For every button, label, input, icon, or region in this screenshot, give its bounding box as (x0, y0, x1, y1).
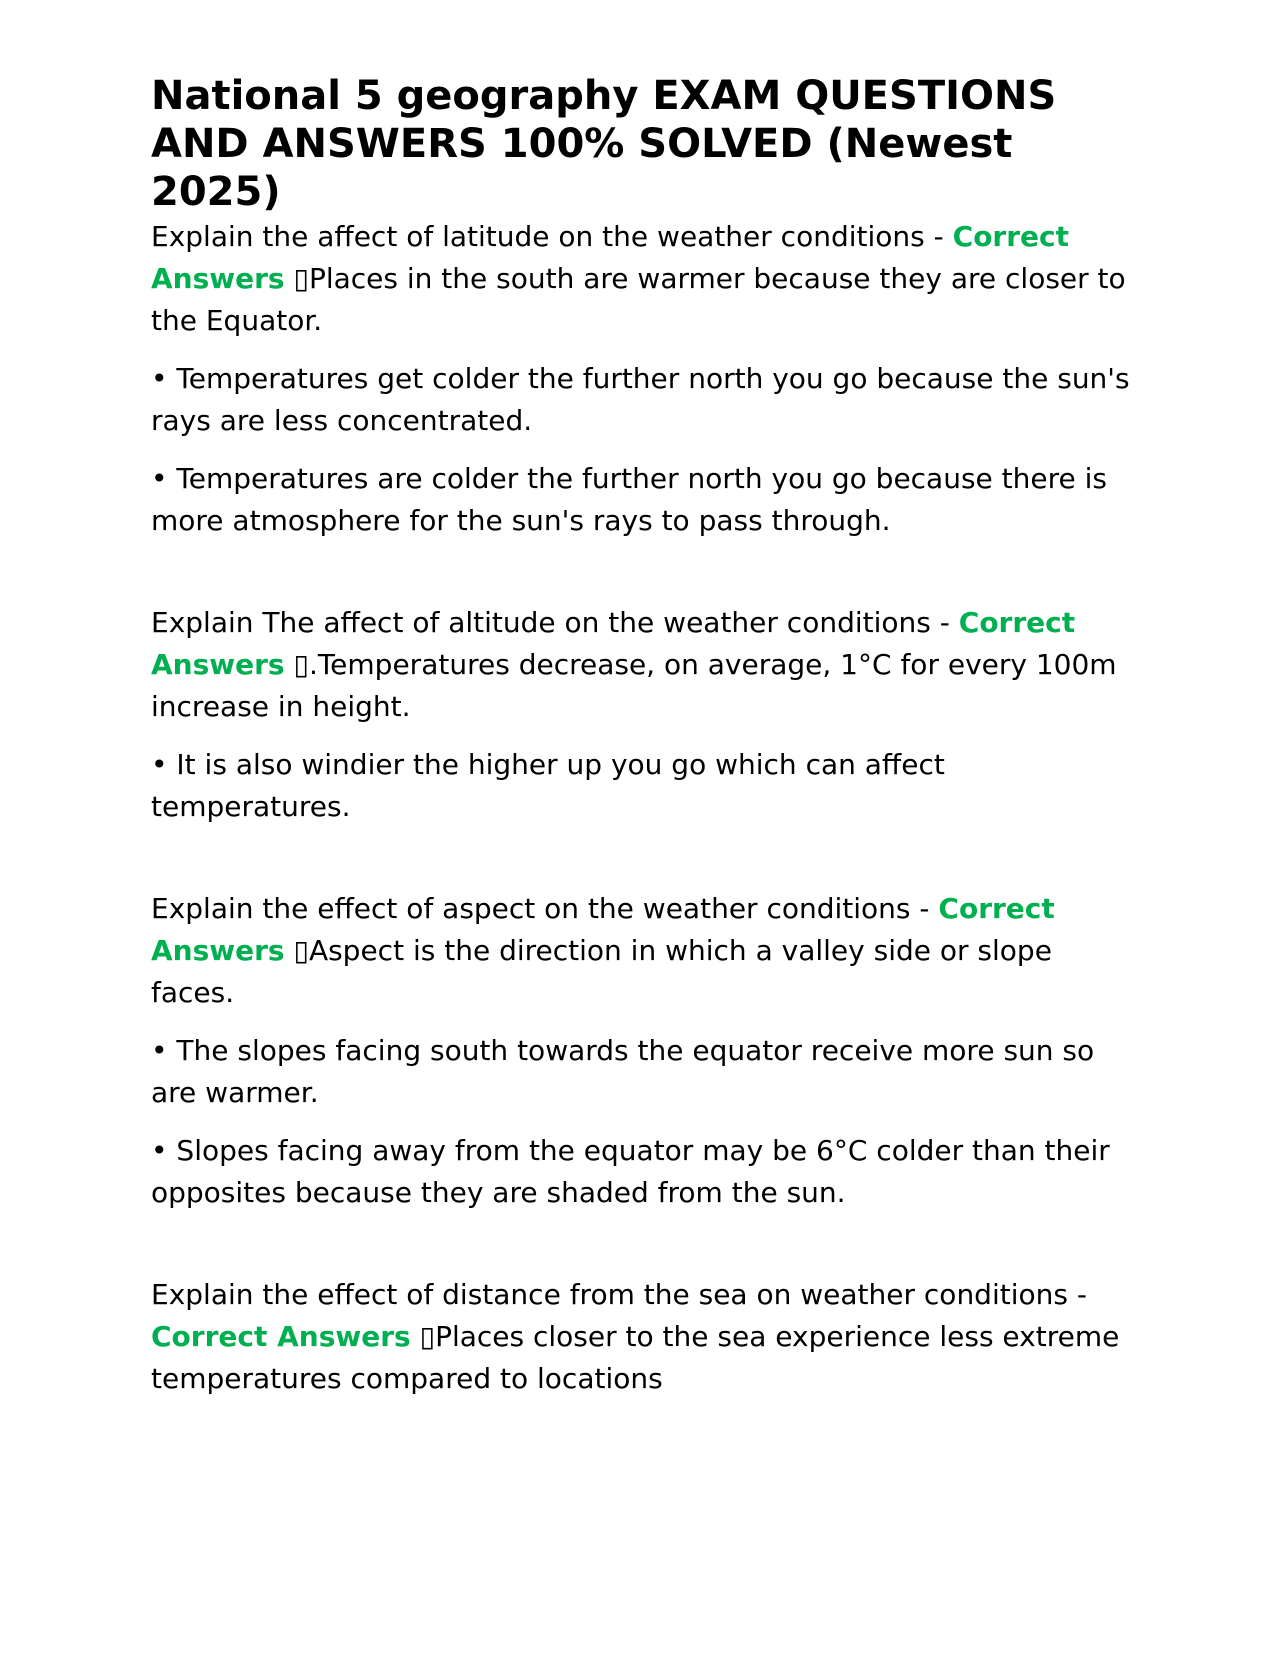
answer-bullet: • It is also windier the higher up you go which can affect temperatures. (151, 748, 945, 823)
correct-answers-label: Correct Answers (151, 606, 1076, 681)
answer-text: Places closer to the sea experience less extreme temperatures compared to locations (151, 1320, 1120, 1395)
question-prompt: Explain the affect of latitude on the weather conditions - (151, 220, 953, 253)
question-block (151, 888, 1136, 1214)
missing-glyph-icon: ▯ (293, 262, 309, 295)
question-block (151, 602, 1136, 828)
missing-glyph-icon: ▯ (293, 648, 309, 681)
answer-bullet: • The slopes facing south towards the equator receive more sun so are warmer. (151, 1034, 1095, 1109)
missing-glyph-icon: ▯ (419, 1320, 436, 1353)
question-prompt: Explain The affect of altitude on the weather conditions - (151, 606, 959, 639)
answer-bullet: • Slopes facing away from the equator may be 6°C colder than their opposites because they are shaded from the sun. (151, 1134, 1110, 1209)
correct-answers-label: Correct Answers (151, 892, 1055, 967)
question-prompt: Explain the effect of aspect on the weather conditions - (151, 892, 939, 925)
question-text (151, 1274, 1136, 1400)
missing-glyph-icon: ▯ (293, 934, 309, 967)
question-text (151, 602, 1136, 728)
question-text (151, 888, 1136, 1014)
document-title: National 5 geography EXAM QUESTIONS AND ANSWERS 100% SOLVED (Newest 2025) (151, 73, 1057, 215)
question-block (151, 1274, 1136, 1400)
answer-text: Aspect is the direction in which a valley side or slope faces. (151, 934, 1052, 1009)
question-text (151, 216, 1136, 342)
question-prompt: Explain the effect of distance from the sea on weather conditions - (151, 1278, 1087, 1311)
correct-answers-label: Correct Answers (151, 1320, 411, 1353)
answer-bullet: • Temperatures are colder the further north you go because there is more atmosphere for the sun's rays to pass through. (151, 462, 1108, 537)
answer-bullet: • Temperatures get colder the further north you go because the sun's rays are less concentrated. (151, 362, 1130, 437)
answer-text: .Temperatures decrease, on average, 1°C for every 100m increase in height. (151, 648, 1117, 723)
answer-text: Places in the south are warmer because they are closer to the Equator. (151, 262, 1126, 337)
document-page (151, 72, 1136, 1400)
question-block (151, 216, 1136, 542)
correct-answers-label: Correct Answers (151, 220, 1070, 295)
